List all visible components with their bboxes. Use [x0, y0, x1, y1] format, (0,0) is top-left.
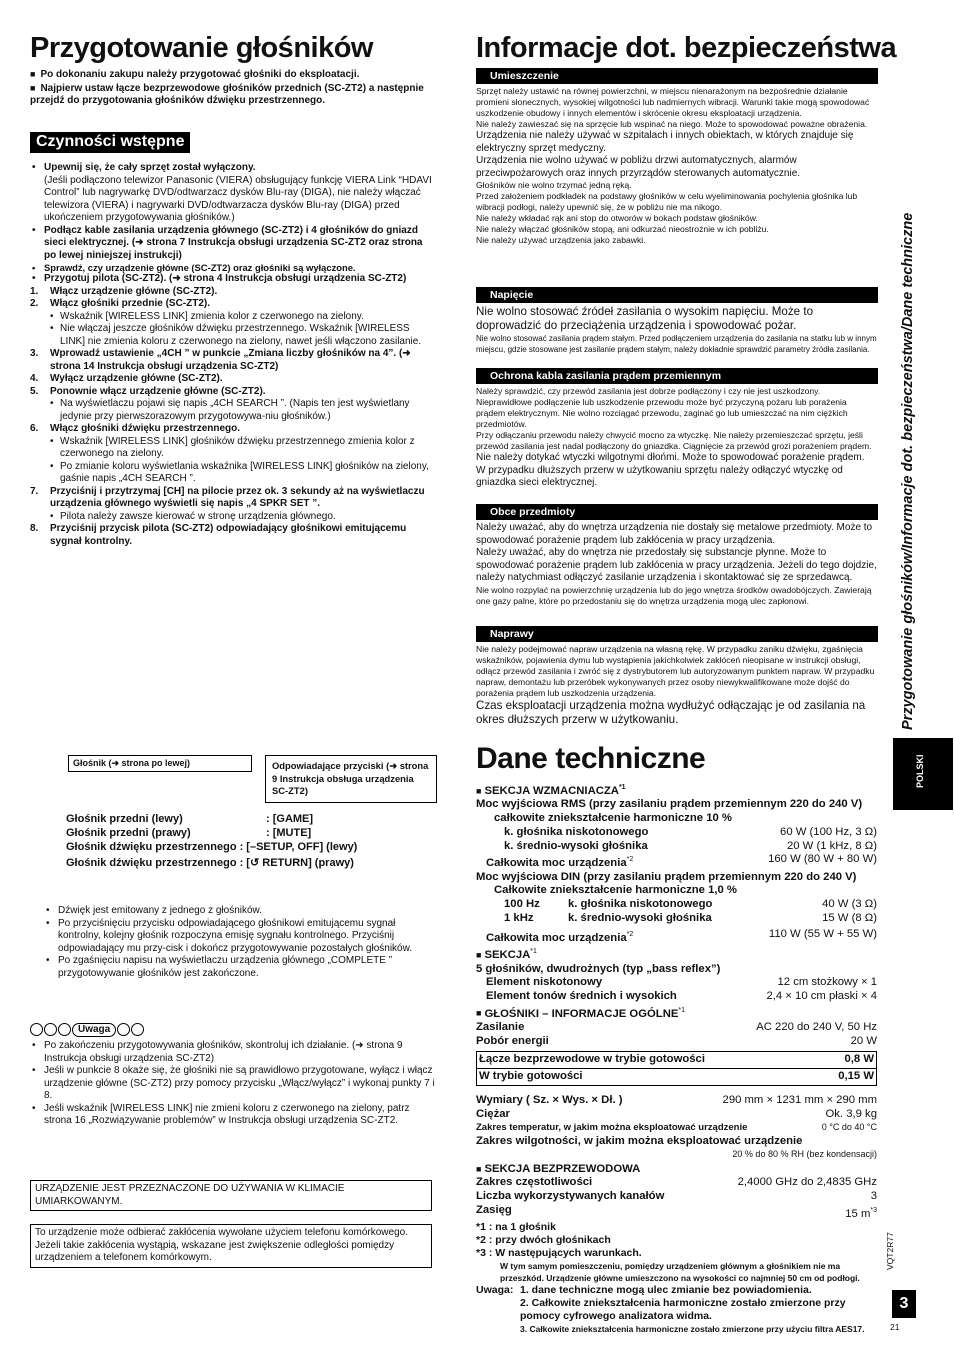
step-sub: • Pilota należy zawsze kierować w stronę urządzenia głównego. [30, 511, 434, 524]
step-sub: • Na wyświetlaczu pojawi się napis „4CH SEARCH ”. (Napis ten jest wyświetlany jedynie przy pierwszorazowym przygotowywa-niu głośników.) [30, 398, 434, 423]
safety-title: Informacje dot. bezpieczeństwa [476, 32, 897, 64]
standby-box [476, 1051, 877, 1085]
spec-value: 20 % do 80 % RH (bez kondensacji) [732, 1148, 877, 1159]
vertical-section-title: Przygotowanie głośników/Informacje dot. bezpieczeństwa/Dane techniczne [900, 212, 916, 730]
section-header: Umieszczenie [476, 68, 878, 84]
page-number-secondary: 21 [890, 1322, 900, 1332]
page-title: Przygotowanie głośników [30, 32, 373, 64]
spec-row: Liczba wykorzystywanych kanałów 3 [476, 1190, 877, 1203]
note-item: • Jeśli wskaźnik [WIRELESS LINK] nie zmieni koloru z czerwonego na zielony, patrz strona 16 „Rozwiązywanie problemów” w Instrukcja obsługi urządzenia SC-ZT2. [30, 1103, 436, 1128]
section-body: Nie wolno stosować źródeł zasilania o wysokim napięciu. Może to doprowadzić do przeciążenia urządzenia i spowodować pożar. [476, 305, 814, 332]
step: 6. Włącz głośniki dźwięku przestrzennego. [30, 423, 241, 434]
after-list [44, 905, 436, 980]
safety-section [476, 368, 878, 490]
spec-row: Zakres częstotliwości 2,4000 GHz do 2,4835 GHz [476, 1176, 877, 1189]
remarks: Uwaga: 1. dane techniczne mogą ulec zmianie bez powiadomienia. 2. Całkowite zniekształcenia harmoniczne zostało zmierzone przy pomocy cyfrowego analizatora widma. 3. Całkowite zniekształcenia harmoniczne zostało zmierzone przy użyciu filtra AES17. [476, 1284, 865, 1335]
section-body: Należy uważać, aby do wnętrza urządzenia nie dostały się metalowe przedmioty. Może to spowodować porażenie prądem lub zakłócenia w pracy urządzenia. Należy uważać, aby do wnętrza nie przedostały się substancje płynne. Może to spowodować porażenie prądem lub zakłócenia w pracy urządzenia. Jeżeli do tego dojdzie, należy natychmiast odłączyć zasilanie urządzenia i skontaktować się ze sprzedawcą. Nie wolno rozpylać na powierzchnię urządzenia lub do jego wnętrza środków owadobójczych. Zawierają one gazy palne, które po przedostaniu się do wnętrza urządzenia mogą ulec zapłonowi. [476, 522, 877, 606]
spec-row: W trybie gotowości 0,15 W [479, 1070, 874, 1083]
step: 5. Ponownie włącz urządzenie główne (SC-ZT2). [30, 385, 266, 397]
spec-row: Element niskotonowy 12 cm stożkowy × 1 [486, 976, 877, 989]
spec-row: Element tonów średnich i wysokich 2,4 × 10 cm płaski × 4 [486, 989, 877, 1002]
phone-box: To urządzenie może odbierać zakłócenia wywołane użyciem telefonu komórkowego. Jeżeli takie zakłócenia wystąpią, wskazane jest zwiększenie odległości pomiędzy urządzeniem a telefonem komórkowym. [30, 1224, 432, 1268]
safety-section [476, 287, 878, 355]
section-body: Należy sprawdzić, czy przewód zasilania jest dobrze podłączony i czy nie jest uszkodzony. Nieprawidłowe podłączenie lub uszkodzenie przewodu może być przyczyną pożaru lub porażenia prądem elektrycznym. Nie wolno rozciągać przewodu, zaginać go lub umieszczać na nim ciężkich przedmiotów. Przy odłączaniu przewodu należy chwycić mocno za wtyczkę. Nie należy przemieszczać sprzętu, jeśli przewód zasilania jest nadal podłączony do gniazdka. Ciągnięcie za przewód grozi porażeniem prądem. Nie należy dotykać wtyczki wilgotnymi dłońmi. Może to spowodować porażenie prądem. W przypadku dłuższych przerw w użytkowaniu sprzętu należy odłączyć wtyczkę od gniazdka sieci elektrycznej. [476, 386, 872, 488]
footnotes: *1 : na 1 głośnik *2 : przy dwóch głośnikach *3 : W następujących warunkach. W tym samym pomieszczeniu, pomiędzy urządzeniem głównym a głośnikiem nie ma przeszkód. Urządzenie główne umieszczono na wysokości co najmniej 50 cm od podłogi. [476, 1221, 860, 1284]
prep-item: • Sprawdź, czy urządzenie główne (SC-ZT2) oraz głośniki są wyłączone. [30, 262, 434, 273]
button-table [66, 812, 396, 870]
section-body: Nie wolno stosować zasilania prądem stałym. Przed podłączeniem urządzenia do zasilania na statku lub w innym miejscu, gdzie stosowane jest zasilanie prądem stałym, należy dokładnie sprawdzić parametry źródła zasilania. [476, 334, 877, 354]
intro-item: ■ Po dokonaniu zakupu należy przygotować głośniki do eksploatacji. [30, 68, 436, 82]
page-number: 3 [892, 1290, 916, 1318]
table-row: Głośnik przedni (lewy) : [GAME] [66, 813, 314, 825]
step-sub: • Po zmianie koloru wyświetlania wskaźnika [WIRELESS LINK] głośników na zielony, gaśnie napis „4CH SEARCH ”. [30, 461, 434, 486]
prep-note: (Jeśli podłączono telewizor Panasonic (VIERA) obsługujący funkcję VIERA Link “HDAVI Control” lub nagrywarkę DVD/odtwarzacz dysków Blu-ray (DIGA), nie należy włączać telewizora (VIERA) i nagrywarki DVD/odtwarzacza dysków Blu-ray (DIGA) przed ukończeniem przygotowywania głośników.) [44, 174, 432, 223]
note-header [30, 1021, 145, 1039]
specs: ■ SEKCJA WZMACNIACZA$^{*1}$ Moc wyjściowa RMS (przy zasilaniu prądem przemiennym 220 do 240 V) całkowite zniekształcenie harmoniczne 10 % k. głośnika niskotonowego 60 W (100 Hz, 3 Ω) k. średnio-wysoki głośnika 20 W (1 kHz, 8 Ω) Całkowita moc urządzenia$^{*2}$ 160 W (80 W + 80 W) Moc wyjściowa DIN (przy zasilaniu prądem przemiennym 220 do 240 V) Całkowite zniekształcenie harmoniczne 1,0 % 100 Hz k. głośnika niskotonowego 40 W (3 Ω) 1 kHz k. średnio-wysoki głośnika 15 W (8 Ω) Całkowita moc urządzenia$^{*2}$ 110 W (55 W + 55 W) ■ SEKCJA$^{*1}$ 5 głośników, dwudrożnych (typ „bass reflex”) Element niskotonowy 12 cm stożkowy × 1 Element tonów średnich i wysokich 2,4 × 10 cm płaski × 4 ■ GŁOŚNIKI – INFORMACJE OGÓLNE$^{*1}$ Zasilanie AC 220 do 240 V, 50 Hz Pobór energii 20 W Łącze bezprzewodowe w trybie gotowości 0,8 W W trybie gotowości 0,15 W Wymiary ( Sz. × Wys. × Dł. ) 290 mm × 1231 mm × 290 mm Ciężar Ok. 3,9 kg Zakres temperatur, w jakim można eksploatować urządzenie 0 °C do 40 °C Zakres wilgotności, w jakim można eksploatować urządzenie 20 % do 80 % RH (bez kondensacji) ■ SEKCJA BEZPRZEWODOWA Zakres częstotliwości 2,4000 GHz do 2,4835 GHz Liczba wykorzystywanych kanałów 3 Zasięg 15 $m^{*3}$ *1 : na 1 głośnik *2 : przy dwóch głośnikach *3 : W następujących warunkach. W tym samym pomieszczeniu, pomiędzy urządzeniem głównym a głośnikiem nie ma przeszkód. Urządzenie główne umieszczono na wysokości co najmniej 50 cm od podłogi. Uwaga: 1. dane techniczne mogą ulec zmianie bez powiadomienia. 2. Całkowite zniekształcenia harmoniczne zostało zmierzone przy pomocy cyfrowego analizatora widma. 3. Całkowite zniekształcenia harmoniczne zostało zmierzone przy użyciu filtra AES17. [476, 784, 877, 1335]
step: 7. Przyciśnij i przytrzymaj [CH] na pilocie przez ok. 3 sekundy aż na wyświetlaczu urządzenia głównego wyświetli się napis „4 SPKR SET ”. [30, 485, 425, 509]
spec-row: Zakres temperatur, w jakim można eksploatować urządzenie 0 °C do 40 °C [476, 1122, 877, 1134]
table-header-speaker: Głośnik (➜ strona po lewej) [68, 755, 252, 772]
spec-row: k. średnio-wysoki głośnika 20 W (1 kHz, 8 Ω) [504, 839, 877, 852]
table-row: Głośnik dźwięku przestrzennego : [↺ RETURN] (prawy) [66, 857, 354, 869]
table-row: Głośnik przedni (prawy) : [MUTE] [66, 827, 312, 839]
note-item: • Po zakończeniu przygotowywania głośników, skontroluj ich działanie. (➜ strona 9 Instrukcja obsługi urządzenia SC-ZT2) [30, 1040, 436, 1065]
spec-row: Pobór energii 20 W [476, 1034, 877, 1047]
square-icon: ■ [476, 949, 482, 960]
spec-row: Całkowita moc urządzenia$^{*2}$ 160 W (80 W + 80 W) [486, 853, 877, 870]
notes-list [30, 1040, 436, 1128]
intro-item: ■ Najpierw ustaw łącze bezprzewodowe głośników przednich (SC-ZT2) a następnie przejdź do przygotowania głośników dźwięku przestrzennego. [30, 82, 436, 108]
safety-section [476, 504, 878, 607]
spec-row: Zasilanie AC 220 do 240 V, 50 Hz [476, 1021, 877, 1034]
section-body: Sprzęt należy ustawić na równej powierzchni, w miejscu nienarażonym na bezpośrednie działanie promieni słonecznych, wysokiej wilgotności lub nadmiernych wibracji. Warunki takie mogą spowodować uszkodzenie obudowy i innych elementów i skrócenie okresu eksploatacji urządzenia. Nie należy zawieszać się na sprzęcie lub wspinać na niego. Może to spowodować poważne obrażenia. Urządzenia nie należy używać w szpitalach i innych obiektach, w których znajduje się elektryczny sprzęt medyczny. Urządzenia nie wolno używać w pobliżu drzwi automatycznych, alarmów przeciwpożarowych oraz innych przyrządów sterowanych automatycznie. Głośników nie wolno trzymać jedną ręką. Przed założeniem podkładek na podstawy głośników w celu wyeliminowania pochylenia głośnika lub wibracji podłogi, należy upewnić się, że w pobliżu nie ma nikogo. Nie należy wkładać rąk ani stop do otworów w bokach podstaw głośników. Nie należy włączać głośników stopą, ani odkurzać nieostrożnie w ich pobliżu. Nie należy używać urządzenia jako zabawki. [476, 86, 870, 245]
spec-row: Zasięg 15 $m^{*3}$ [476, 1203, 877, 1220]
document-code: VQT2R77 [885, 1232, 895, 1270]
spec-label: Moc wyjściowa RMS (przy zasilaniu prądem przemiennym 220 do 240 V) [476, 798, 863, 811]
section-header: Napięcie [476, 287, 878, 303]
step: 4. Wyłącz urządzenie główne (SC-ZT2). [30, 373, 223, 384]
step-sub: • Wskaźnik [WIRELESS LINK] zmienia kolor z czerwonego na zielony. [30, 311, 434, 324]
note-item: • Jeśli w punkcie 8 okaże się, że głośniki nie są prawidłowo przygotowane, wyłącz i włącz urządzenie główne (SC-ZT2) przy pomocy przycisku „Włącz/wyłącz” i wykonaj punkty 7 i 8. [30, 1065, 436, 1103]
spec-label: Zakres wilgotności, w jakim można eksploatować urządzenie [476, 1135, 803, 1147]
spec-label: Moc wyjściowa DIN (przy zasilaniu prądem przemiennym 220 do 240 V) [476, 870, 857, 883]
spec-row: Wymiary ( Sz. × Wys. × Dł. ) 290 mm × 1231 mm × 290 mm [476, 1093, 877, 1106]
circle-icon [131, 1023, 144, 1036]
step-sub: • Wskaźnik [WIRELESS LINK] głośników dźwięku przestrzennego zmienia kolor z czerwonego na zielony. [30, 436, 434, 461]
section-body: Nie należy podejmować napraw urządzenia na własną rękę. W przypadku zaniku dźwięku, zgaśnięcia wskaźników, pojawienia dymu lub wystąpienia jakichkolwiek zakłóceń nieopisane w instrukcji obsługi, odłącz przewód zasilania i zwróć się z dystrybutorem lub autoryzowanym punktem napraw. W przypadku napraw, demontażu lub przeróbek wykonywanych przez osoby niewykwalifikowane może dojść do porażenia prądem lub uszkodzenia urządzenia. Czas eksploatacji urządzenia można wydłużyć odłączając je od zasilania na okres dłuższych przerw w użytkowaniu. [476, 644, 875, 726]
spec-row: Całkowita moc urządzenia$^{*2}$ 110 W (55 W + 55 W) [486, 927, 877, 944]
subhead-prep [30, 132, 190, 153]
circle-icon [58, 1023, 71, 1036]
spec-label: Całkowite zniekształcenie harmoniczne 1,0 % [494, 884, 737, 897]
table-row: Głośnik dźwięku przestrzennego : [–SETUP, OFF] (lewy) [66, 841, 358, 853]
step: 1. Włącz urządzenie główne (SC-ZT2). [30, 285, 218, 297]
section-header: Obce przedmioty [476, 504, 878, 520]
after-item: • Dźwięk jest emitowany z jednego z głośników. [44, 905, 436, 918]
prep-item: • Upewnij się, że cały sprzęt został wyłączony. [30, 162, 434, 175]
spec-row: k. głośnika niskotonowego 60 W (100 Hz, 3 Ω) [504, 825, 877, 838]
note-label: Uwaga [72, 1023, 116, 1037]
safety-section [476, 626, 878, 727]
circle-icon [44, 1023, 57, 1036]
prep-item: • Przygotuj pilota (SC-ZT2). (➜ strona 4 Instrukcja obsługi urządzenia SC-ZT2) [30, 273, 434, 286]
step: 8. Przyciśnij przycisk pilota (SC-ZT2) odpowiadający głośnikowi emitującemu sygnał kontrolny. [30, 523, 407, 547]
specs-title: Dane techniczne [476, 742, 706, 775]
subhead-label: Czynności wstępne [30, 132, 190, 153]
circle-icon [117, 1023, 130, 1036]
spec-row: Ciężar Ok. 3,9 kg [476, 1107, 877, 1120]
language-tab-label: POLSKI [915, 754, 925, 788]
prep-item: • Podłącz kable zasilania urządzenia głównego (SC-ZT2) i 4 głośników do gniazd sieci elektrycznej. (➜ strona 7 Instrukcja obsługi urządzenia SC-ZT2 oraz strona po lewej niniejszej instrukcji) [30, 225, 434, 263]
circle-icon [30, 1023, 43, 1036]
square-icon: ■ [476, 1008, 482, 1019]
climate-box: URZĄDZENIE JEST PRZEZNACZONE DO UŻYWANIA W KLIMACIE UMIARKOWANYM. [30, 1180, 432, 1211]
intro [30, 68, 436, 108]
spec-row: 1 kHz k. średnio-wysoki głośnika 15 W (8 Ω) [504, 911, 877, 924]
table-header-buttons: Odpowiadające przyciski (➜ strona 9 Instrukcja obsługa urządzenia SC-ZT2) [265, 755, 437, 803]
step-sub: • Nie włączaj jeszcze głośników dźwięku przestrzennego. Wskaźnik [WIRELESS LINK] nie zmienia koloru z czerwonego na zielony, nawet jeśli włączono zasilanie. [30, 323, 434, 348]
prep-list [30, 162, 434, 548]
spec-row: 100 Hz k. głośnika niskotonowego 40 W (3 Ω) [504, 898, 877, 911]
section-header: Ochrona kabla zasilania prądem przemiennym [476, 368, 878, 384]
safety-section [476, 68, 878, 246]
after-item: • Po przyciśnięciu przycisku odpowiadającego głośnikowi emitującemu sygnał kontrolny, kolejny głośnik rozpoczyna emisję sygnału kontrolnego. Przyciśnij odpowiadający mu przy-cisk i dokończ przygotowywanie pozostałych głośników. [44, 918, 436, 956]
spec-row: Łącze bezprzewodowe w trybie gotowości 0,8 W [477, 1052, 876, 1069]
step: 2. Włącz głośniki przednie (SC-ZT2). [30, 298, 211, 309]
spec-label: całkowite zniekształcenie harmoniczne 10 % [494, 812, 732, 825]
square-icon: ■ [476, 1163, 482, 1174]
language-tab [893, 738, 953, 810]
step: 3. Wprowadź ustawienie „4CH ” w punkcie „Zmiana liczby głośników na 4”. (➜ strona 14 Instrukcja obsługi urządzenia SC-ZT2) [30, 348, 411, 372]
after-item: • Po zgaśnięciu napisu na wyświetlaczu urządzenia głównego „COMPLETE ” przygotowywanie głośników jest zakończone. [44, 955, 436, 980]
square-icon: ■ [476, 785, 482, 796]
section-header: Naprawy [476, 626, 878, 642]
spec-label: 5 głośników, dwudrożnych (typ „bass reflex”) [476, 962, 721, 975]
